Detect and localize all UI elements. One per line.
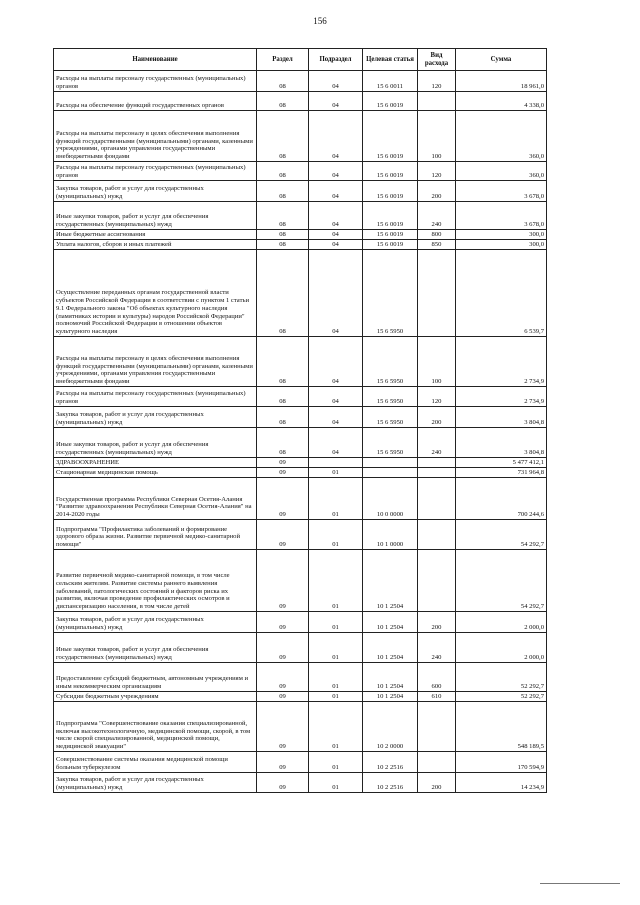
cell-name: Государственная программа Республики Северная Осетия-Алания "Развитие здравоохранения Республики Северная Осетия-Алания" на 2014-2020 годы (54, 478, 257, 520)
table-row (54, 428, 547, 458)
table-row (54, 111, 547, 162)
table-row (54, 250, 547, 337)
cell-name: Расходы на выплаты персоналу в целях обеспечения выполнения функций государственными (муниципальными) органами, казенными учреждениями, органами управления государственными внебюджетными фондами (54, 111, 257, 162)
cell-name: Расходы на выплаты персоналу в целях обеспечения выполнения функций государственными (муниципальными) органами, казенными учреждениями, органами управления государственными внебюджетными фондами (54, 337, 257, 387)
cell-name: Субсидии бюджетным учреждениям (54, 692, 257, 702)
cell-type (418, 752, 456, 773)
table-row (54, 202, 547, 230)
cell-sum: 52 292,7 (456, 663, 547, 692)
cell-type: 600 (418, 663, 456, 692)
cell-subsection (309, 458, 363, 468)
cell-target: 15 6 0019 (363, 92, 418, 111)
cell-subsection: 04 (309, 250, 363, 337)
cell-type: 800 (418, 230, 456, 240)
cell-name: Расходы на выплаты персоналу государственных (муниципальных) органов (54, 387, 257, 407)
cell-type (418, 468, 456, 478)
page-number: 156 (313, 16, 327, 26)
cell-type (418, 702, 456, 752)
cell-section: 09 (257, 663, 309, 692)
table-row (54, 407, 547, 428)
cell-type: 120 (418, 162, 456, 181)
cell-name: Подпрограмма "Совершенствование оказания специализированной, включая высокотехнологичную, медицинской помощи, скорой, в том числе скорой специализированной, медицинской помощи, медицинской эвакуации" (54, 702, 257, 752)
cell-subsection: 04 (309, 230, 363, 240)
cell-section: 09 (257, 478, 309, 520)
cell-name: Уплата налогов, сборов и иных платежей (54, 240, 257, 250)
cell-subsection: 01 (309, 633, 363, 663)
cell-subsection: 04 (309, 428, 363, 458)
cell-target: 15 6 5950 (363, 407, 418, 428)
cell-type: 200 (418, 773, 456, 793)
cell-sum: 4 338,0 (456, 92, 547, 111)
cell-name: Иные бюджетные ассигнования (54, 230, 257, 240)
table-row (54, 92, 547, 111)
cell-name: Расходы на выплаты персоналу государственных (муниципальных) органов (54, 71, 257, 92)
cell-type: 240 (418, 633, 456, 663)
cell-section: 08 (257, 111, 309, 162)
table-row (54, 181, 547, 202)
table-row (54, 387, 547, 407)
cell-name: Совершенствование системы оказания медицинской помощи больным туберкулезом (54, 752, 257, 773)
cell-target: 10 1 2504 (363, 692, 418, 702)
header-name: Наименование (54, 49, 257, 71)
cell-subsection: 04 (309, 111, 363, 162)
table-row (54, 702, 547, 752)
cell-section: 08 (257, 337, 309, 387)
cell-subsection: 01 (309, 520, 363, 550)
cell-name: Закупка товаров, работ и услуг для государственных (муниципальных) нужд (54, 407, 257, 428)
cell-subsection: 01 (309, 752, 363, 773)
cell-type (418, 478, 456, 520)
cell-type: 120 (418, 387, 456, 407)
table-row (54, 692, 547, 702)
cell-name: Развитие первичной медико-санитарной помощи, в том числе сельским жителям. Развитие системы раннего выявления заболеваний, патологических состояний и факторов риска их развития, включая проведение профилактических осмотров и диспансеризацию населения, в том числе детей (54, 550, 257, 612)
cell-type: 100 (418, 111, 456, 162)
cell-section: 08 (257, 71, 309, 92)
cell-target: 15 6 5950 (363, 428, 418, 458)
cell-name: Закупка товаров, работ и услуг для государственных (муниципальных) нужд (54, 612, 257, 633)
cell-type (418, 550, 456, 612)
cell-name: Закупка товаров, работ и услуг для государственных (муниципальных) нужд (54, 181, 257, 202)
cell-subsection: 04 (309, 71, 363, 92)
cell-subsection: 01 (309, 478, 363, 520)
budget-table (53, 48, 547, 793)
cell-section: 09 (257, 612, 309, 633)
cell-subsection: 04 (309, 337, 363, 387)
table-row (54, 240, 547, 250)
cell-target: 10 1 0000 (363, 520, 418, 550)
cell-subsection: 04 (309, 92, 363, 111)
cell-sum: 2 000,0 (456, 633, 547, 663)
header-target: Целевая статья (363, 49, 418, 71)
cell-sum: 3 804,8 (456, 407, 547, 428)
table-row (54, 458, 547, 468)
cell-type: 850 (418, 240, 456, 250)
cell-name: Иные закупки товаров, работ и услуг для обеспечения государственных (муниципальных) нужд (54, 202, 257, 230)
cell-sum: 6 539,7 (456, 250, 547, 337)
cell-target: 10 1 2504 (363, 550, 418, 612)
cell-name: Стационарная медицинская помощь (54, 468, 257, 478)
cell-section: 09 (257, 468, 309, 478)
cell-section: 08 (257, 240, 309, 250)
cell-subsection: 01 (309, 612, 363, 633)
cell-section: 08 (257, 407, 309, 428)
cell-name: ЗДРАВООХРАНЕНИЕ (54, 458, 257, 468)
table-row (54, 468, 547, 478)
cell-sum: 3 678,0 (456, 181, 547, 202)
cell-name: Подпрограмма "Профилактика заболеваний и формирование здорового образа жизни. Развитие первичной медико-санитарной помощи" (54, 520, 257, 550)
table-row (54, 478, 547, 520)
cell-name: Осуществление переданных органам государственной власти субъектов Российской Федерации в соответствии с пунктом 1 статьи 9.1 Федерального закона "Об объектах культурного наследия (памятниках истории и культуры) народов Российской Федерации" полномочий Российской Федерации в отношении объектов культурного наследия (54, 250, 257, 337)
cell-type: 240 (418, 428, 456, 458)
cell-section: 09 (257, 633, 309, 663)
cell-name: Предоставление субсидий бюджетным, автономным учреждениям и иным некоммерческим организациям (54, 663, 257, 692)
cell-sum: 731 964,8 (456, 468, 547, 478)
cell-sum: 14 234,9 (456, 773, 547, 793)
cell-type (418, 458, 456, 468)
table-row (54, 550, 547, 612)
header-type: Вид расхода (418, 49, 456, 71)
table-row (54, 71, 547, 92)
cell-sum: 52 292,7 (456, 692, 547, 702)
cell-section: 09 (257, 458, 309, 468)
cell-sum: 2 000,0 (456, 612, 547, 633)
cell-section: 08 (257, 250, 309, 337)
cell-type: 240 (418, 202, 456, 230)
cell-type: 120 (418, 71, 456, 92)
cell-sum: 3 678,0 (456, 202, 547, 230)
cell-section: 09 (257, 752, 309, 773)
cell-section: 08 (257, 428, 309, 458)
cell-type (418, 92, 456, 111)
table-row (54, 663, 547, 692)
cell-subsection: 04 (309, 387, 363, 407)
cell-sum: 5 477 412,1 (456, 458, 547, 468)
cell-target: 15 6 0011 (363, 71, 418, 92)
cell-subsection: 01 (309, 773, 363, 793)
cell-sum: 54 292,7 (456, 550, 547, 612)
cell-target: 15 6 5950 (363, 387, 418, 407)
cell-sum: 300,0 (456, 230, 547, 240)
cell-name: Расходы на обеспечение функций государственных органов (54, 92, 257, 111)
cell-target: 10 2 2516 (363, 752, 418, 773)
header-sum: Сумма (456, 49, 547, 71)
cell-subsection: 04 (309, 202, 363, 230)
cell-type: 610 (418, 692, 456, 702)
cell-type: 100 (418, 337, 456, 387)
cell-target: 10 2 0000 (363, 702, 418, 752)
cell-sum: 700 244,6 (456, 478, 547, 520)
cell-subsection: 04 (309, 407, 363, 428)
table-row (54, 162, 547, 181)
cell-target: 15 6 0019 (363, 111, 418, 162)
cell-section: 08 (257, 162, 309, 181)
cell-sum: 360,0 (456, 162, 547, 181)
header-section: Раздел (257, 49, 309, 71)
cell-sum: 170 594,9 (456, 752, 547, 773)
table-row (54, 752, 547, 773)
cell-type: 200 (418, 407, 456, 428)
cell-target: 15 6 5950 (363, 250, 418, 337)
cell-subsection: 04 (309, 181, 363, 202)
cell-target: 10 1 2504 (363, 633, 418, 663)
cell-target: 15 6 0019 (363, 181, 418, 202)
cell-section: 09 (257, 773, 309, 793)
cell-sum: 18 961,0 (456, 71, 547, 92)
cell-section: 09 (257, 550, 309, 612)
header-subsection: Подраздел (309, 49, 363, 71)
cell-subsection: 01 (309, 692, 363, 702)
table-row (54, 612, 547, 633)
cell-type (418, 520, 456, 550)
cell-section: 09 (257, 692, 309, 702)
cell-target: 10 1 2504 (363, 663, 418, 692)
cell-subsection: 01 (309, 702, 363, 752)
cell-subsection: 01 (309, 663, 363, 692)
cell-name: Иные закупки товаров, работ и услуг для обеспечения государственных (муниципальных) нужд (54, 428, 257, 458)
table-row (54, 773, 547, 793)
cell-name: Закупка товаров, работ и услуг для государственных (муниципальных) нужд (54, 773, 257, 793)
cell-sum: 548 189,5 (456, 702, 547, 752)
cell-target: 15 6 0019 (363, 230, 418, 240)
cell-target: 15 6 5950 (363, 337, 418, 387)
cell-section: 08 (257, 230, 309, 240)
cell-subsection: 04 (309, 162, 363, 181)
cell-target: 15 6 0019 (363, 240, 418, 250)
cell-sum: 54 292,7 (456, 520, 547, 550)
cell-type: 200 (418, 612, 456, 633)
cell-target (363, 468, 418, 478)
cell-target: 10 0 0000 (363, 478, 418, 520)
cell-target: 15 6 0019 (363, 162, 418, 181)
table-row (54, 520, 547, 550)
cell-sum: 3 804,8 (456, 428, 547, 458)
cell-section: 08 (257, 92, 309, 111)
cell-type (418, 250, 456, 337)
cell-type: 200 (418, 181, 456, 202)
cell-subsection: 04 (309, 240, 363, 250)
cell-sum: 2 734,9 (456, 387, 547, 407)
cell-subsection: 01 (309, 550, 363, 612)
cell-name: Расходы на выплаты персоналу государственных (муниципальных) органов (54, 162, 257, 181)
cell-section: 08 (257, 202, 309, 230)
cell-section: 08 (257, 181, 309, 202)
cell-sum: 300,0 (456, 240, 547, 250)
cell-section: 09 (257, 520, 309, 550)
cell-target (363, 458, 418, 468)
table-row (54, 337, 547, 387)
cell-name: Иные закупки товаров, работ и услуг для обеспечения государственных (муниципальных) нужд (54, 633, 257, 663)
table-row (54, 633, 547, 663)
cell-section: 08 (257, 387, 309, 407)
footer-line (540, 883, 620, 884)
cell-sum: 360,0 (456, 111, 547, 162)
cell-target: 10 2 2516 (363, 773, 418, 793)
cell-subsection: 01 (309, 468, 363, 478)
cell-target: 15 6 0019 (363, 202, 418, 230)
table-row (54, 230, 547, 240)
cell-target: 10 1 2504 (363, 612, 418, 633)
cell-sum: 2 734,9 (456, 337, 547, 387)
table-header-row (54, 49, 547, 71)
cell-section: 09 (257, 702, 309, 752)
